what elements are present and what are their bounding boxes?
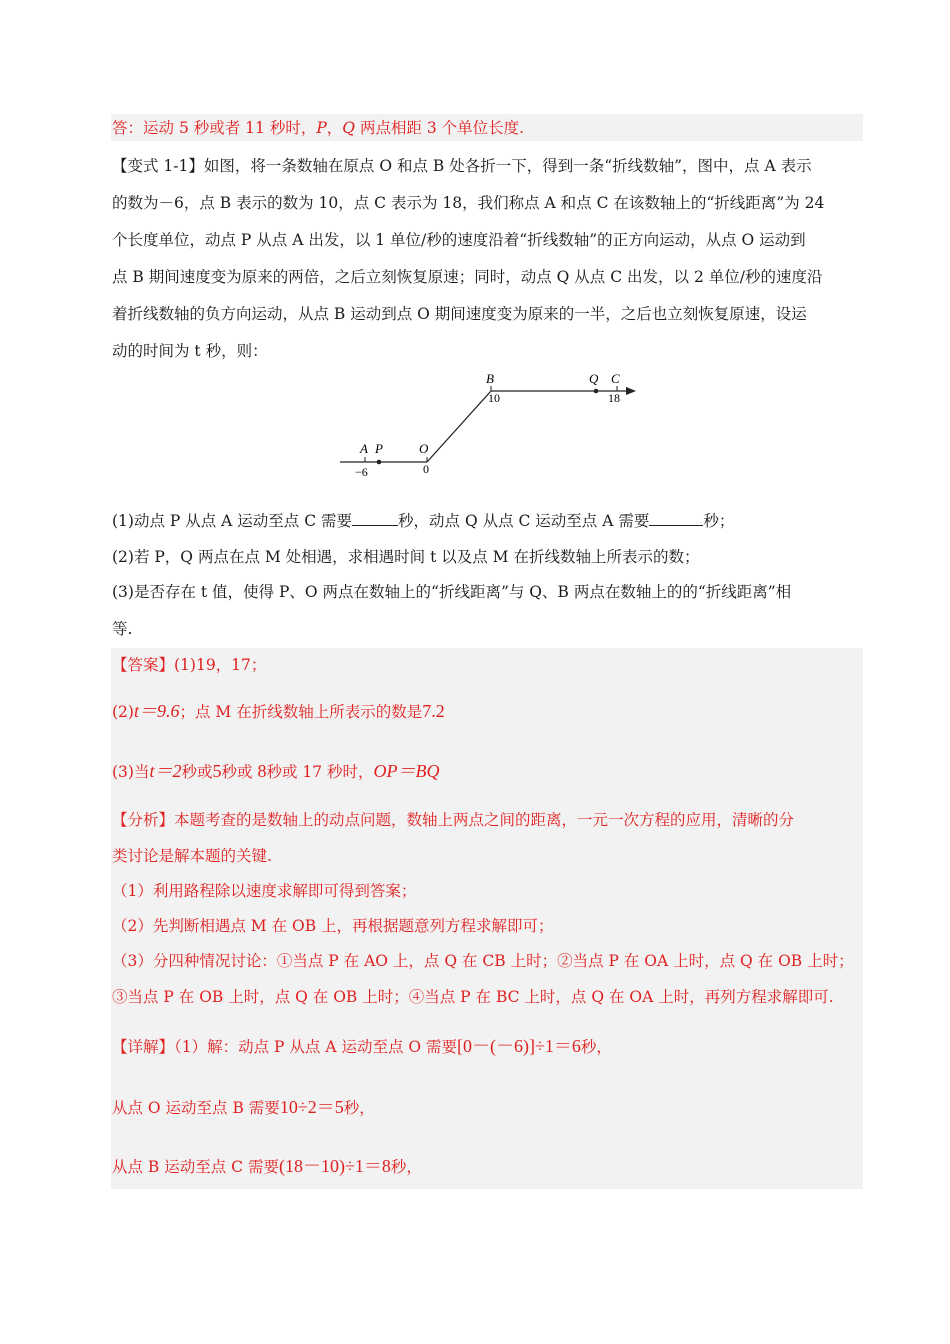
point-q-dot	[594, 389, 599, 394]
problem-line-2: 的数为－6，点 B 表示的数为 10，点 C 表示为 18，我们称点 A 和点 C 在该数轴上的“折线距离”为 24	[112, 194, 825, 212]
value-a: −6	[355, 465, 368, 479]
answer-line-3: (3)当t＝2秒或5秒或 8秒或 17 秒时，OP＝BQ	[112, 761, 440, 781]
label-p: P	[375, 441, 383, 456]
value-o: 0	[423, 462, 429, 476]
top-answer: 答：运动 5 秒或者 11 秒时，P，Q 两点相距 3 个单位长度.	[112, 119, 525, 137]
analysis-line-4: （2）先判断相遇点 M 在 OB 上，再根据题意列方程求解即可；	[112, 917, 554, 935]
answer-line-1: 【答案】(1)19，17；	[112, 656, 267, 674]
label-b: B	[486, 371, 494, 386]
folded-number-line-figure	[330, 365, 650, 480]
detail-line-3: 从点 B 运动至点 C 需要(18－10)÷1＝8秒，	[112, 1156, 422, 1176]
question-2: (2)若 P，Q 两点在点 M 处相遇，求相遇时间 t 以及点 M 在折线数轴上所表示的数；	[112, 548, 700, 566]
axis-fold-segment	[427, 391, 491, 462]
answer-line-2: (2)t＝9.6；点 M 在折线数轴上所表示的数是7.2	[112, 701, 445, 721]
analysis-line-1: 【分析】本题考查的是数轴上的动点问题，数轴上两点之间的距离，一元一次方程的应用，清晰的分	[112, 811, 795, 829]
question-1: (1)动点 P 从点 A 运动至点 C 需要 秒，动点 Q 从点 C 运动至点 A 需要 秒；	[112, 512, 735, 530]
question-3-line-1: (3)是否存在 t 值，使得 P、O 两点在数轴上的“折线距离”与 Q、B 两点在数轴上的的“折线距离”相	[112, 583, 792, 601]
value-c: 18	[608, 391, 620, 405]
problem-line-6: 动的时间为 t 秒，则：	[112, 342, 268, 360]
question-3-line-2: 等.	[112, 620, 133, 638]
label-c: C	[611, 371, 620, 386]
label-a: A	[360, 441, 368, 456]
problem-line-1: 【变式 1-1】如图，将一条数轴在原点 O 和点 B 处各折一下，得到一条“折线数轴”，图中，点 A 表示	[112, 157, 812, 175]
problem-line-4: 点 B 期间速度变为原来的两倍，之后立刻恢复原速；同时，动点 Q 从点 C 出发，以 2 单位/秒的速度沿	[112, 268, 823, 286]
point-p-dot	[377, 460, 382, 465]
axis-arrow-icon	[626, 387, 636, 395]
label-q: Q	[589, 371, 599, 386]
label-o: O	[419, 441, 429, 456]
detail-line-1: 【详解】（1）解：动点 P 从点 A 运动至点 O 需要[0－(－6)]÷1＝6秒，	[112, 1036, 612, 1056]
analysis-line-6: ③当点 P 在 OB 上时，点 Q 在 OB 上时；④当点 P 在 BC 上时，点 Q 在 OA 上时，再列方程求解即可.	[112, 988, 834, 1006]
detail-line-2: 从点 O 运动至点 B 需要10÷2＝5秒，	[112, 1097, 375, 1117]
analysis-line-2: 类讨论是解本题的关键.	[112, 847, 272, 865]
value-b: 10	[488, 391, 500, 405]
problem-line-3: 个长度单位，动点 P 从点 A 出发，以 1 单位/秒的速度沿着“折线数轴”的正方向运动，从点 O 运动到	[112, 231, 806, 249]
problem-line-5: 着折线数轴的负方向运动，从点 B 运动到点 O 期间速度变为原来的一半，之后也立刻恢复原速，设运	[112, 305, 807, 323]
analysis-line-3: （1）利用路程除以速度求解即可得到答案；	[112, 882, 417, 900]
analysis-line-5: （3）分四种情况讨论：①当点 P 在 AO 上，点 Q 在 CB 上时；②当点 P 在 OA 上时，点 Q 在 OB 上时；	[112, 952, 854, 970]
